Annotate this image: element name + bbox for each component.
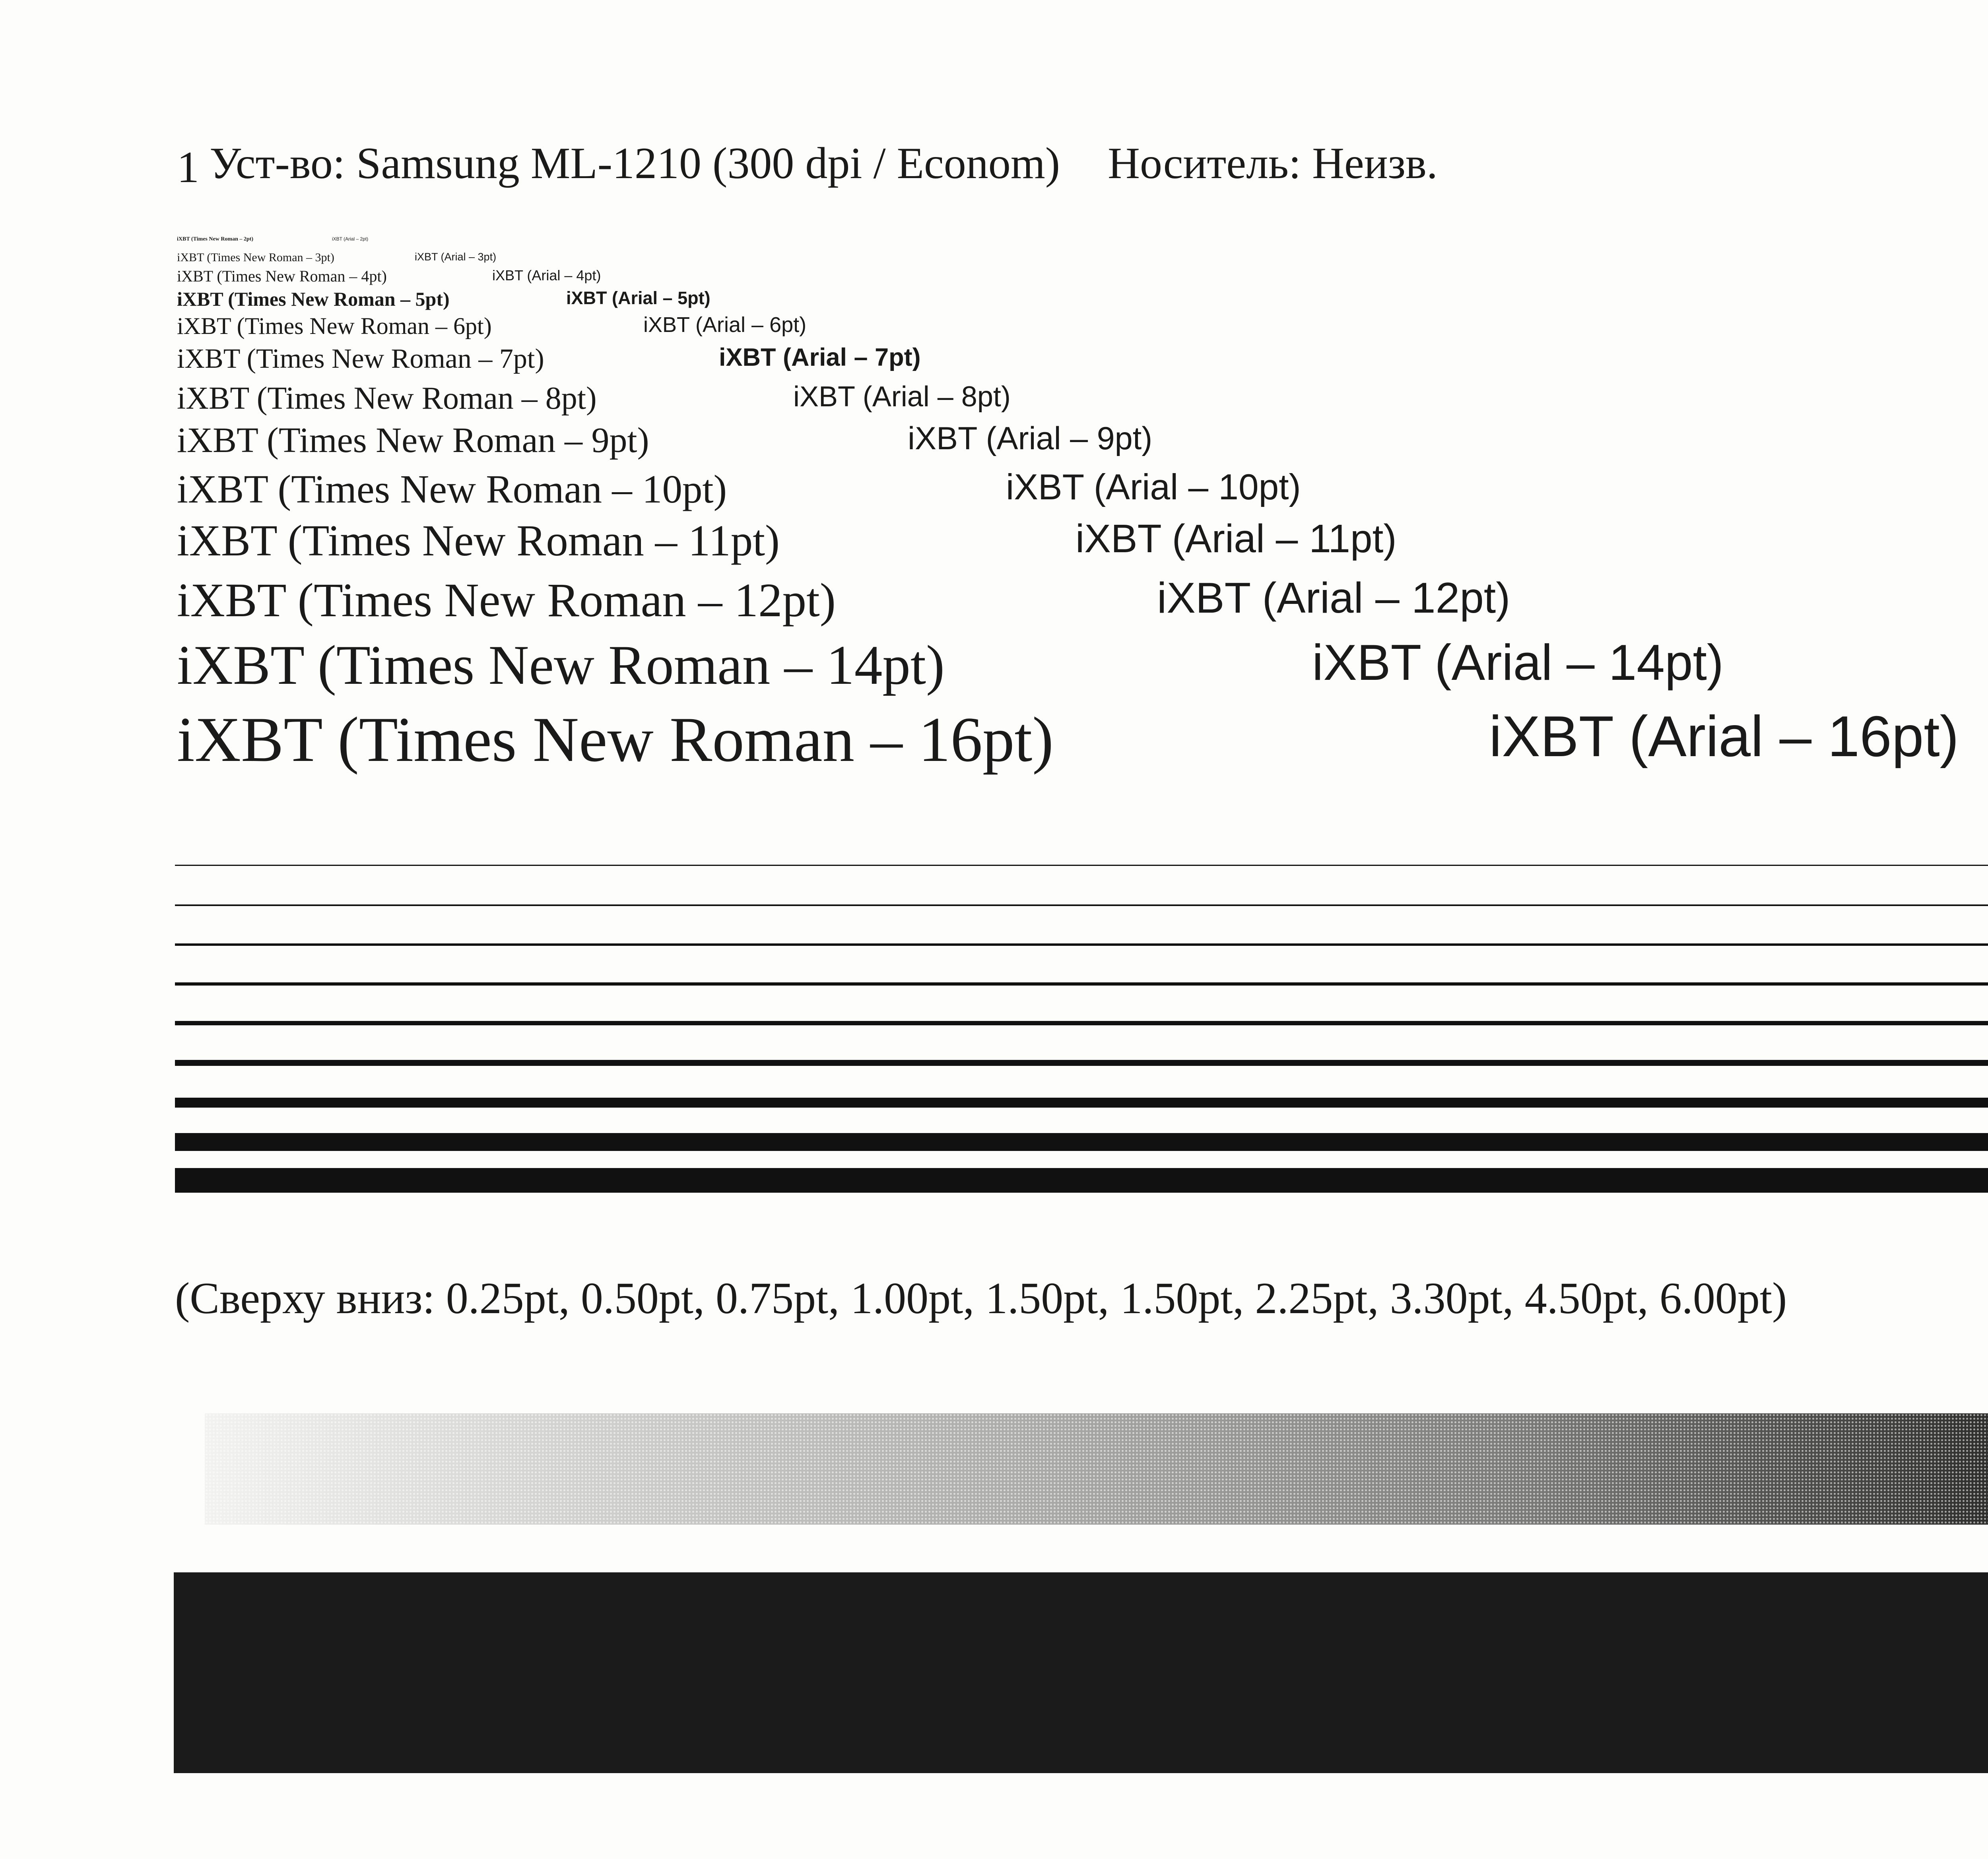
weight-line-1.50pt — [175, 1021, 1988, 1025]
arial-sample: iXBT (Arial – 2pt) — [332, 236, 369, 242]
arial-sample: iXBT (Arial – 8pt) — [793, 381, 1011, 413]
weight-line-0.50pt — [175, 904, 1988, 906]
arial-sample: iXBT (Arial – 5pt) — [566, 288, 711, 308]
arial-sample: iXBT (Arial – 3pt) — [415, 251, 497, 263]
device-header — [177, 141, 1438, 190]
weight-line-2.25pt — [175, 1098, 1988, 1108]
weight-line-1.50pt-b — [175, 1060, 1988, 1066]
tnr-sample: iXBT (Times New Roman – 4pt) — [177, 267, 387, 285]
arial-sample: iXBT (Arial – 6pt) — [643, 313, 807, 337]
tnr-sample: iXBT (Times New Roman – 5pt) — [177, 288, 450, 310]
arial-sample: iXBT (Arial – 16pt) — [1489, 704, 1959, 768]
tnr-sample: iXBT (Times New Roman – 16pt) — [177, 704, 1054, 775]
arial-sample: iXBT (Arial – 4pt) — [492, 267, 601, 283]
line-weights-caption: (Сверху вниз: 0.25pt, 0.50pt, 0.75pt, 1.00pt, 1.50pt, 1.50pt, 2.25pt, 3.30pt, 4.50pt, 6.00pt) — [175, 1274, 1787, 1323]
arial-sample: iXBT (Arial – 7pt) — [719, 343, 921, 371]
arial-sample: iXBT (Arial – 9pt) — [908, 421, 1153, 456]
media-label: Носитель: Неизв. — [1108, 139, 1438, 188]
page-number: 1 — [177, 143, 199, 192]
tnr-sample: iXBT (Times New Roman – 9pt) — [177, 421, 649, 460]
tnr-sample: iXBT (Times New Roman – 12pt) — [177, 574, 836, 627]
arial-sample: iXBT (Arial – 11pt) — [1076, 516, 1397, 561]
tnr-sample: iXBT (Times New Roman – 11pt) — [177, 516, 780, 565]
device-label: Уст-во: Samsung ML-1210 (300 dpi / Econom) — [210, 139, 1060, 188]
tnr-sample: iXBT (Times New Roman – 3pt) — [177, 251, 334, 264]
arial-sample: iXBT (Arial – 10pt) — [1006, 467, 1301, 507]
weight-line-0.75pt — [175, 943, 1988, 946]
tnr-sample: iXBT (Times New Roman – 6pt) — [177, 313, 492, 339]
arial-sample: iXBT (Arial – 14pt) — [1312, 634, 1724, 691]
tnr-sample: iXBT (Times New Roman – 10pt) — [177, 467, 727, 511]
tnr-sample: iXBT (Times New Roman – 14pt) — [177, 634, 945, 696]
tnr-sample: iXBT (Times New Roman – 7pt) — [177, 343, 544, 374]
tnr-sample: iXBT (Times New Roman – 2pt) — [177, 236, 253, 242]
tnr-sample: iXBT (Times New Roman – 8pt) — [177, 381, 597, 416]
weight-line-3.30pt — [175, 1133, 1988, 1151]
weight-line-4.50pt — [175, 1168, 1988, 1193]
solid-black-fill — [174, 1572, 1988, 1773]
weight-line-0.25pt — [175, 865, 1988, 866]
arial-sample: iXBT (Arial – 12pt) — [1157, 574, 1510, 622]
weight-line-1.00pt — [175, 982, 1988, 986]
halftone-gradient-bar — [205, 1413, 1988, 1525]
